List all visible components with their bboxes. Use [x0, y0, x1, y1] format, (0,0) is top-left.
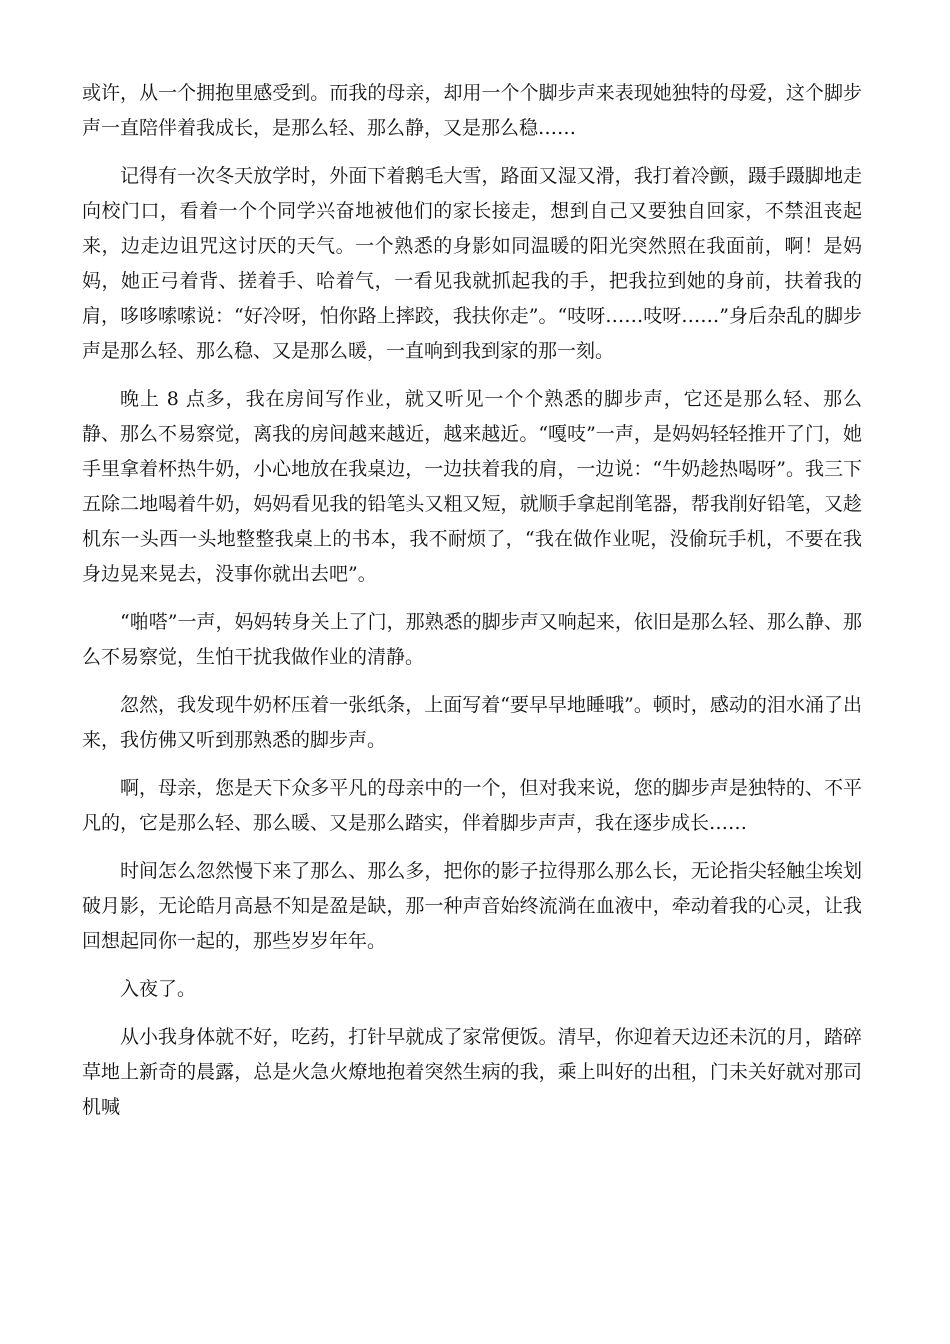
- paragraph: 从小我身体就不好，吃药，打针早就成了家常便饭。清早，你迎着天边还未沉的月，踏碎草地上新奇的晨露，总是火急火燎地抱着突然生病的我，乘上叫好的出租，门未关好就对那司机喊: [82, 1026, 862, 1118]
- paragraph: 入夜了。: [120, 978, 197, 1000]
- paragraph: 时间怎么忽然慢下来了那么、那么多，把你的影子拉得那么那么长，无论指尖轻触尘埃划破月影，无论皓月高悬不知是盈是缺，那一种声音始终流淌在血液中，牵动着我的心灵，让我回想起同你一起的，那些岁岁年年。: [82, 860, 862, 952]
- paragraph: “啪嗒”一声，妈妈转身关上了门，那熟悉的脚步声又响起来，依旧是那么轻、那么静、那么不易察觉，生怕干扰我做作业的清静。: [82, 611, 862, 668]
- paragraph: 或许，从一个拥抱里感受到。而我的母亲，却用一个个脚步声来表现她独特的母爱，这个脚步声一直陪伴着我成长，是那么轻、那么静，又是那么稳……: [82, 82, 862, 139]
- paragraph: 晚上 8 点多，我在房间写作业，就又听见一个个熟悉的脚步声，它还是那么轻、那么静、那么不易察觉，离我的房间越来越近，越来越近。“嘎吱”一声，是妈妈轻轻推开了门，她手里拿着杯热牛奶，小心地放在我桌边，一边扶着我的肩，一边说：“牛奶趁热喝呀”。我三下五除二地喝着牛奶，妈妈看见我的铅笔头又粗又短，就顺手拿起削笔器，帮我削好铅笔，又趁机东一头西一头地整整我桌上的书本，我不耐烦了，“我在做作业呢，没偷玩手机，不要在我身边晃来晃去，没事你就出去吧”。: [82, 388, 862, 585]
- paragraph: 记得有一次冬天放学时，外面下着鹅毛大雪，路面又湿又滑，我打着冷颤，蹑手蹑脚地走向校门口，看着一个个同学兴奋地被他们的家长接走，想到自己又要独自回家，不禁沮丧起来，边走边诅咒这讨厌的天气。一个熟悉的身影如同温暖的阳光突然照在我面前，啊！是妈妈，她正弓着背、搓着手、哈着气，一看见我就抓起我的手，把我拉到她的身前，扶着我的肩，哆哆嗦嗦说：“好冷呀，怕你路上摔跤，我扶你走”。“吱呀……吱呀……”身后杂乱的脚步声是那么轻、那么稳、又是那么暖，一直响到我到家的那一刻。: [82, 165, 862, 362]
- paragraph: 啊，母亲，您是天下众多平凡的母亲中的一个，但对我来说，您的脚步声是独特的、不平凡的，它是那么轻、那么暖、又是那么踏实，伴着脚步声声，我在逐步成长……: [82, 777, 862, 834]
- paragraph: 忽然，我发现牛奶杯压着一张纸条，上面写着“要早早地睡哦”。顿时，感动的泪水涌了出来，我仿佛又听到那熟悉的脚步声。: [82, 694, 862, 751]
- document-body: [82, 76, 862, 1138]
